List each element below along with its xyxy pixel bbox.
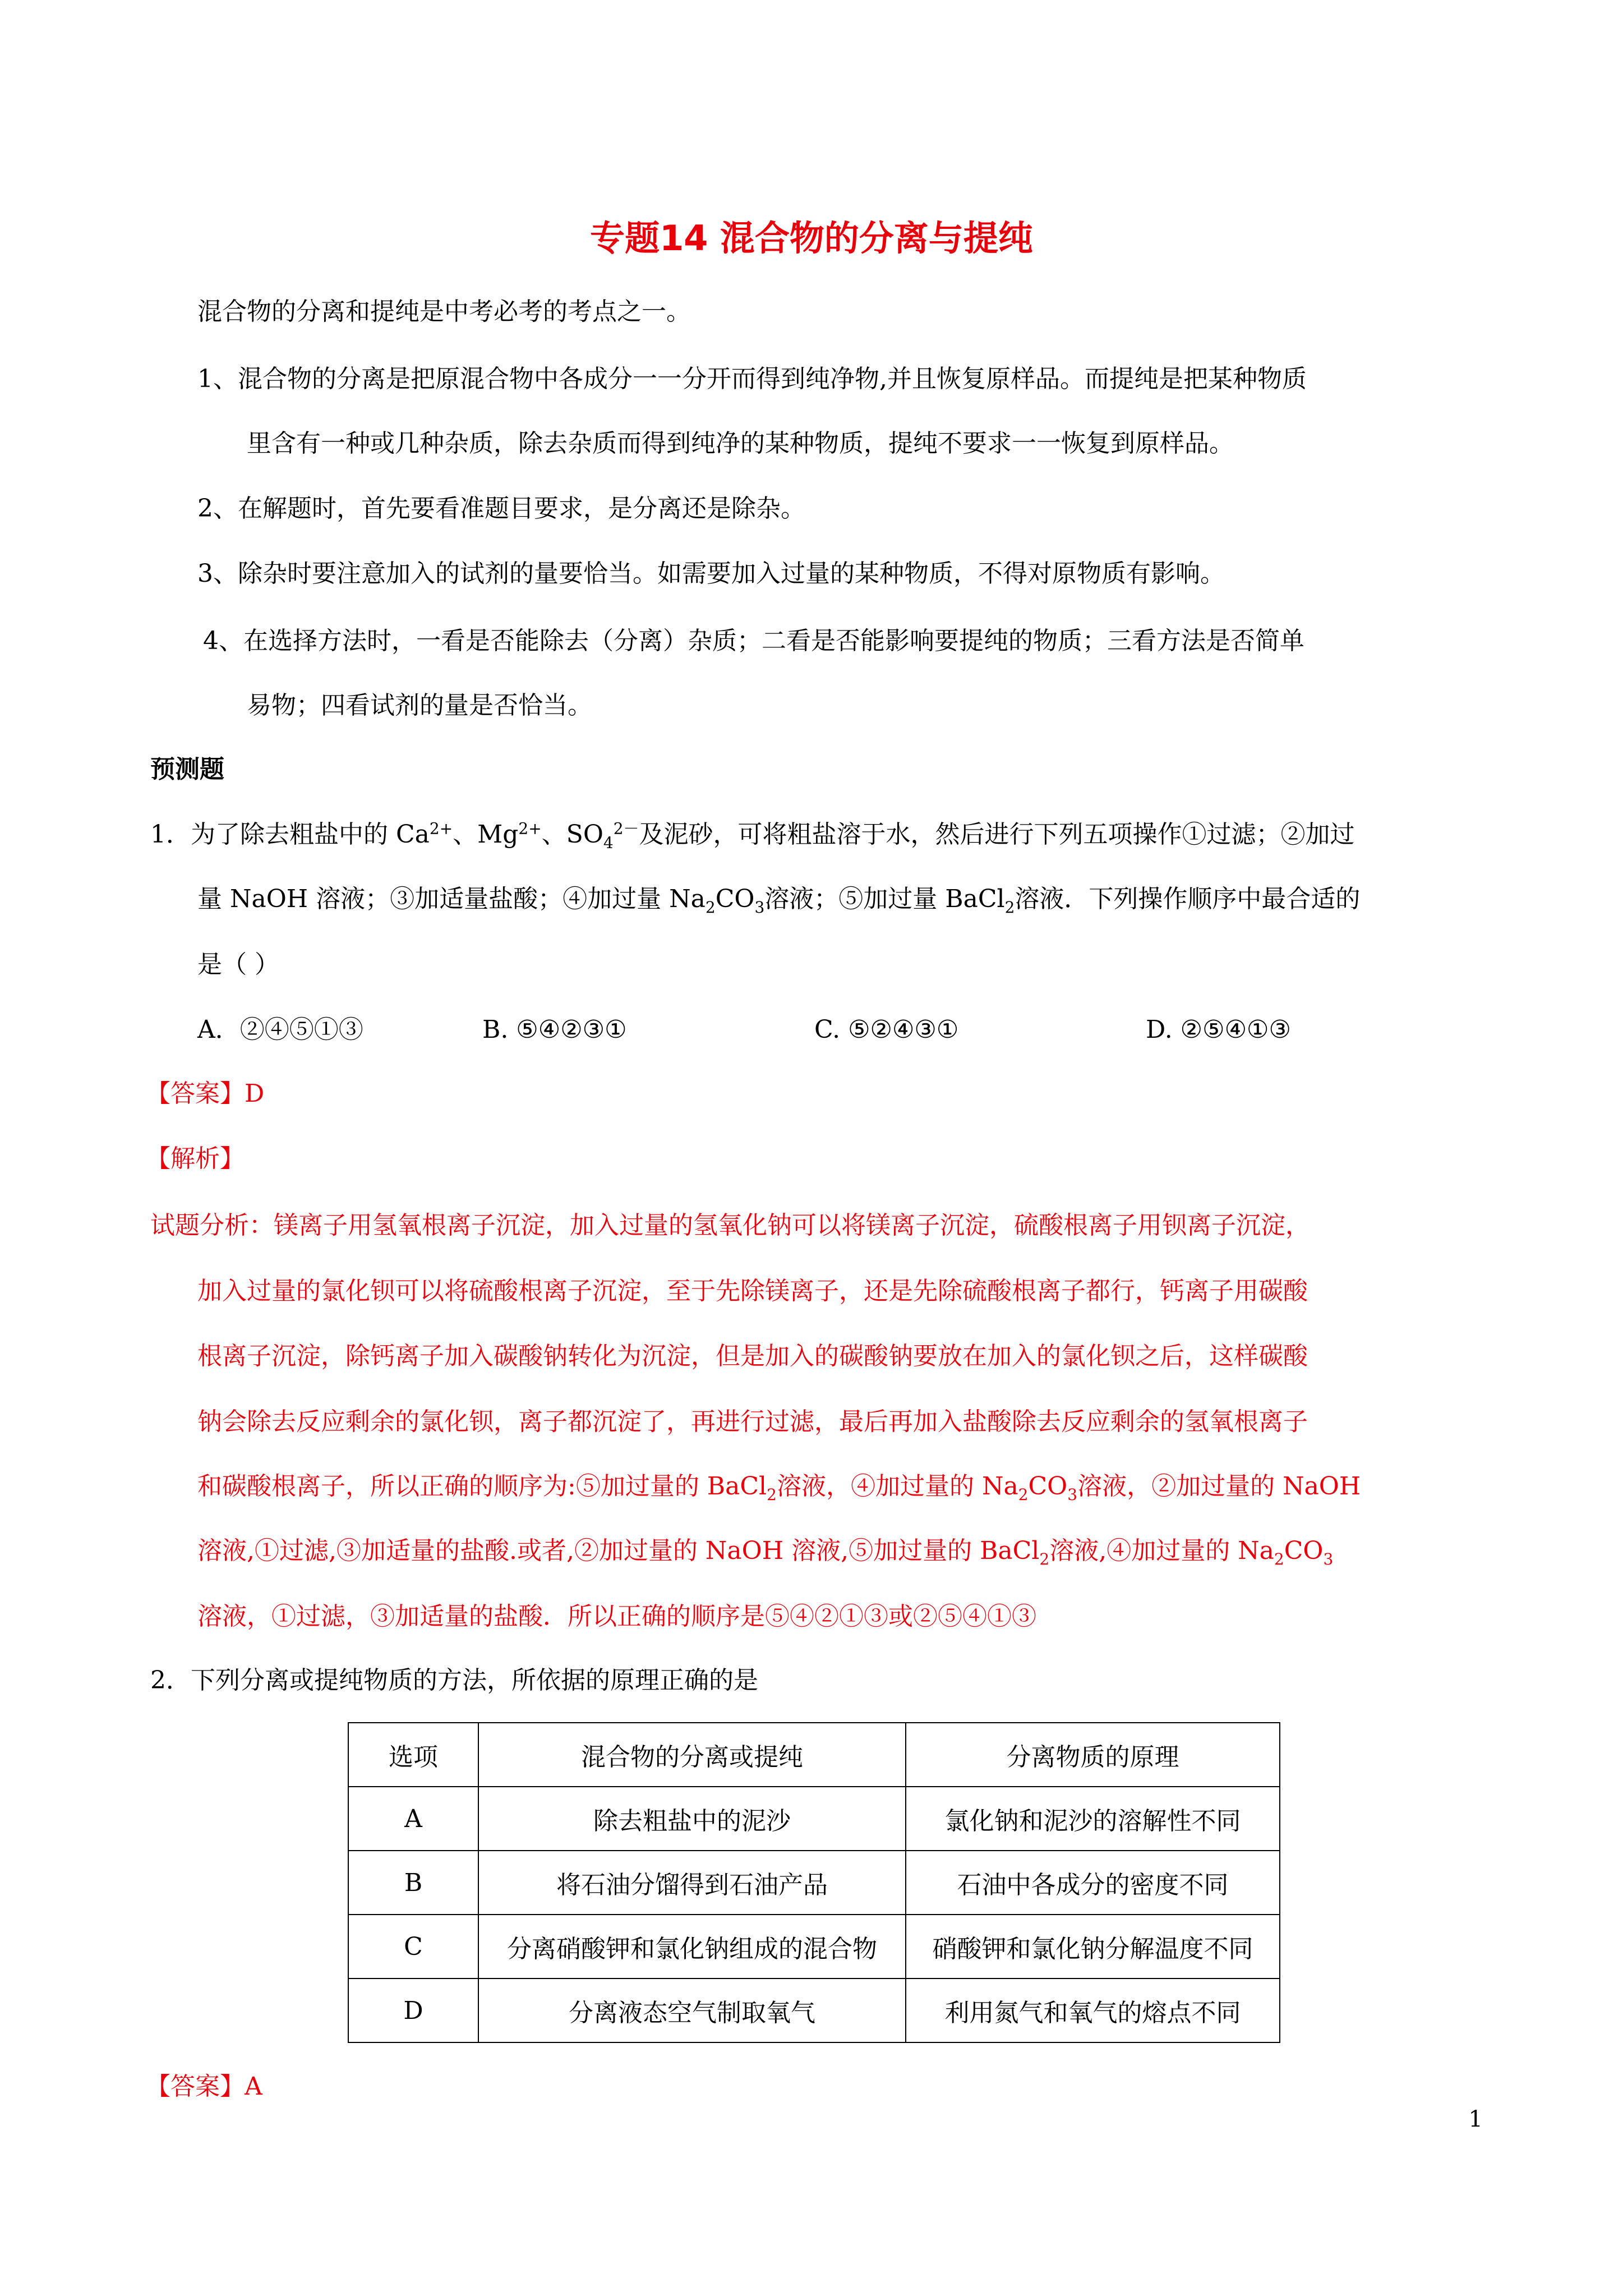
q1-analysis-line: 加入过量的氯化钡可以将硫酸根离子沉淀，至于先除镁离子，还是先除硫酸根离子都行，钙离子用碳酸 [197, 1277, 1308, 1305]
q1-stem-line: 量 NaOH 溶液；③加适量盐酸；④加过量 $Na_2CO_3$溶液；⑤加过量 BaCl$_2$溶液．下列操作顺序中最合适的 [197, 885, 1361, 917]
table-row [348, 1787, 1280, 1851]
page-number: 1 [1468, 2106, 1483, 2132]
q2-answer: 【答案】A [146, 2072, 262, 2101]
q1-analysis-line: 钠会除去反应剩余的氯化钡，离子都沉淀了，再进行过滤，最后再加入盐酸除去反应剩余的氢氧根离子 [197, 1407, 1308, 1436]
intro-line: 里含有一种或几种杂质，除去杂质而得到纯净的某种物质，提纯不要求一一恢复到原样品。 [247, 429, 1234, 458]
table-cell: 氯化钠和泥沙的溶解性不同 [906, 1787, 1280, 1851]
section-label: 预测题 [150, 755, 224, 784]
intro-line: 易物；四看试剂的量是否恰当。 [247, 691, 592, 720]
q1-analysis-line: 试题分析：镁离子用氢氧根离子沉淀，加入过量的氢氧化钠可以将镁离子沉淀，硫酸根离子用钡离子沉淀， [150, 1211, 1310, 1240]
q1-option-d: D. ②⑤④①③ [1146, 1015, 1291, 1044]
intro-line: 3、除杂时要注意加入的试剂的量要恰当。如需要加入过量的某种物质，不得对原物质有影响。 [197, 559, 1225, 588]
q1-analysis-line: 溶液，①过滤，③加适量的盐酸．所以正确的顺序是⑤④②①③或②⑤④①③ [197, 1602, 1036, 1631]
table-cell: 分离硝酸钾和氯化钠组成的混合物 [478, 1915, 906, 1978]
q1-analysis-line: 溶液,①过滤,③加适量的盐酸.或者,②加过量的 NaOH 溶液,⑤加过量的 BaCl$_2$溶液,④加过量的 $Na_2CO_3$ [197, 1536, 1334, 1568]
table-cell: B [348, 1851, 478, 1915]
table-cell: 将石油分馏得到石油产品 [478, 1851, 906, 1915]
q1-analysis-line: 和碳酸根离子，所以正确的顺序为:⑤加过量的 BaCl$_2$溶液，④加过量的 $Na_2CO_3$溶液，②加过量的 NaOH [197, 1472, 1361, 1504]
q2-stem: 2．下列分离或提纯物质的方法，所依据的原理正确的是 [150, 1666, 758, 1695]
table-cell: A [348, 1787, 478, 1851]
table-row [348, 1915, 1280, 1978]
table-cell: D [348, 1978, 478, 2042]
table-header-cell: 混合物的分离或提纯 [478, 1723, 906, 1787]
table-cell: C [348, 1915, 478, 1978]
intro-line: 2、在解题时，首先要看准题目要求，是分离还是除杂。 [197, 494, 805, 523]
table-row [348, 1978, 1280, 2042]
q1-stem-line: 是（ ） [197, 950, 279, 979]
separation-table [348, 1722, 1280, 2043]
table-header-row [348, 1723, 1280, 1787]
table-cell: 石油中各成分的密度不同 [906, 1851, 1280, 1915]
table-cell: 硝酸钾和氯化钠分解温度不同 [906, 1915, 1280, 1978]
table-cell: 利用氮气和氧气的熔点不同 [906, 1978, 1280, 2042]
table-header-cell: 分离物质的原理 [906, 1723, 1280, 1787]
table-header-cell: 选项 [348, 1723, 478, 1787]
intro-line: 混合物的分离和提纯是中考必考的考点之一。 [197, 297, 691, 326]
table-cell: 除去粗盐中的泥沙 [478, 1787, 906, 1851]
page-title: 专题14 混合物的分离与提纯 [590, 218, 1033, 259]
table-row [348, 1851, 1280, 1915]
q1-option-c: C. ⑤②④③① [814, 1015, 959, 1044]
q1-analysis-label: 【解析】 [146, 1144, 245, 1173]
intro-line: 1、混合物的分离是把原混合物中各成分一一分开而得到纯净物,并且恢复原样品。而提纯是把某种物质 [197, 365, 1307, 393]
q1-option-a: A．②④⑤①③ [197, 1015, 363, 1044]
q1-option-b: B. ⑤④②③① [482, 1015, 627, 1044]
intro-line: 4、在选择方法时，一看是否能除去（分离）杂质；二看是否能影响要提纯的物质；三看方法是否简单 [203, 627, 1304, 655]
table-cell: 分离液态空气制取氧气 [478, 1978, 906, 2042]
q1-analysis-line: 根离子沉淀，除钙离子加入碳酸钠转化为沉淀，但是加入的碳酸钠要放在加入的氯化钡之后，这样碳酸 [197, 1342, 1308, 1370]
q1-answer: 【答案】D [146, 1079, 265, 1108]
q1-stem-line: 1．为了除去粗盐中的 $Ca^{2+}$、$Mg^{2+}$、$SO_4^{2-}$及泥砂，可将粗盐溶于水，然后进行下列五项操作①过滤；②加过 [150, 819, 1355, 852]
